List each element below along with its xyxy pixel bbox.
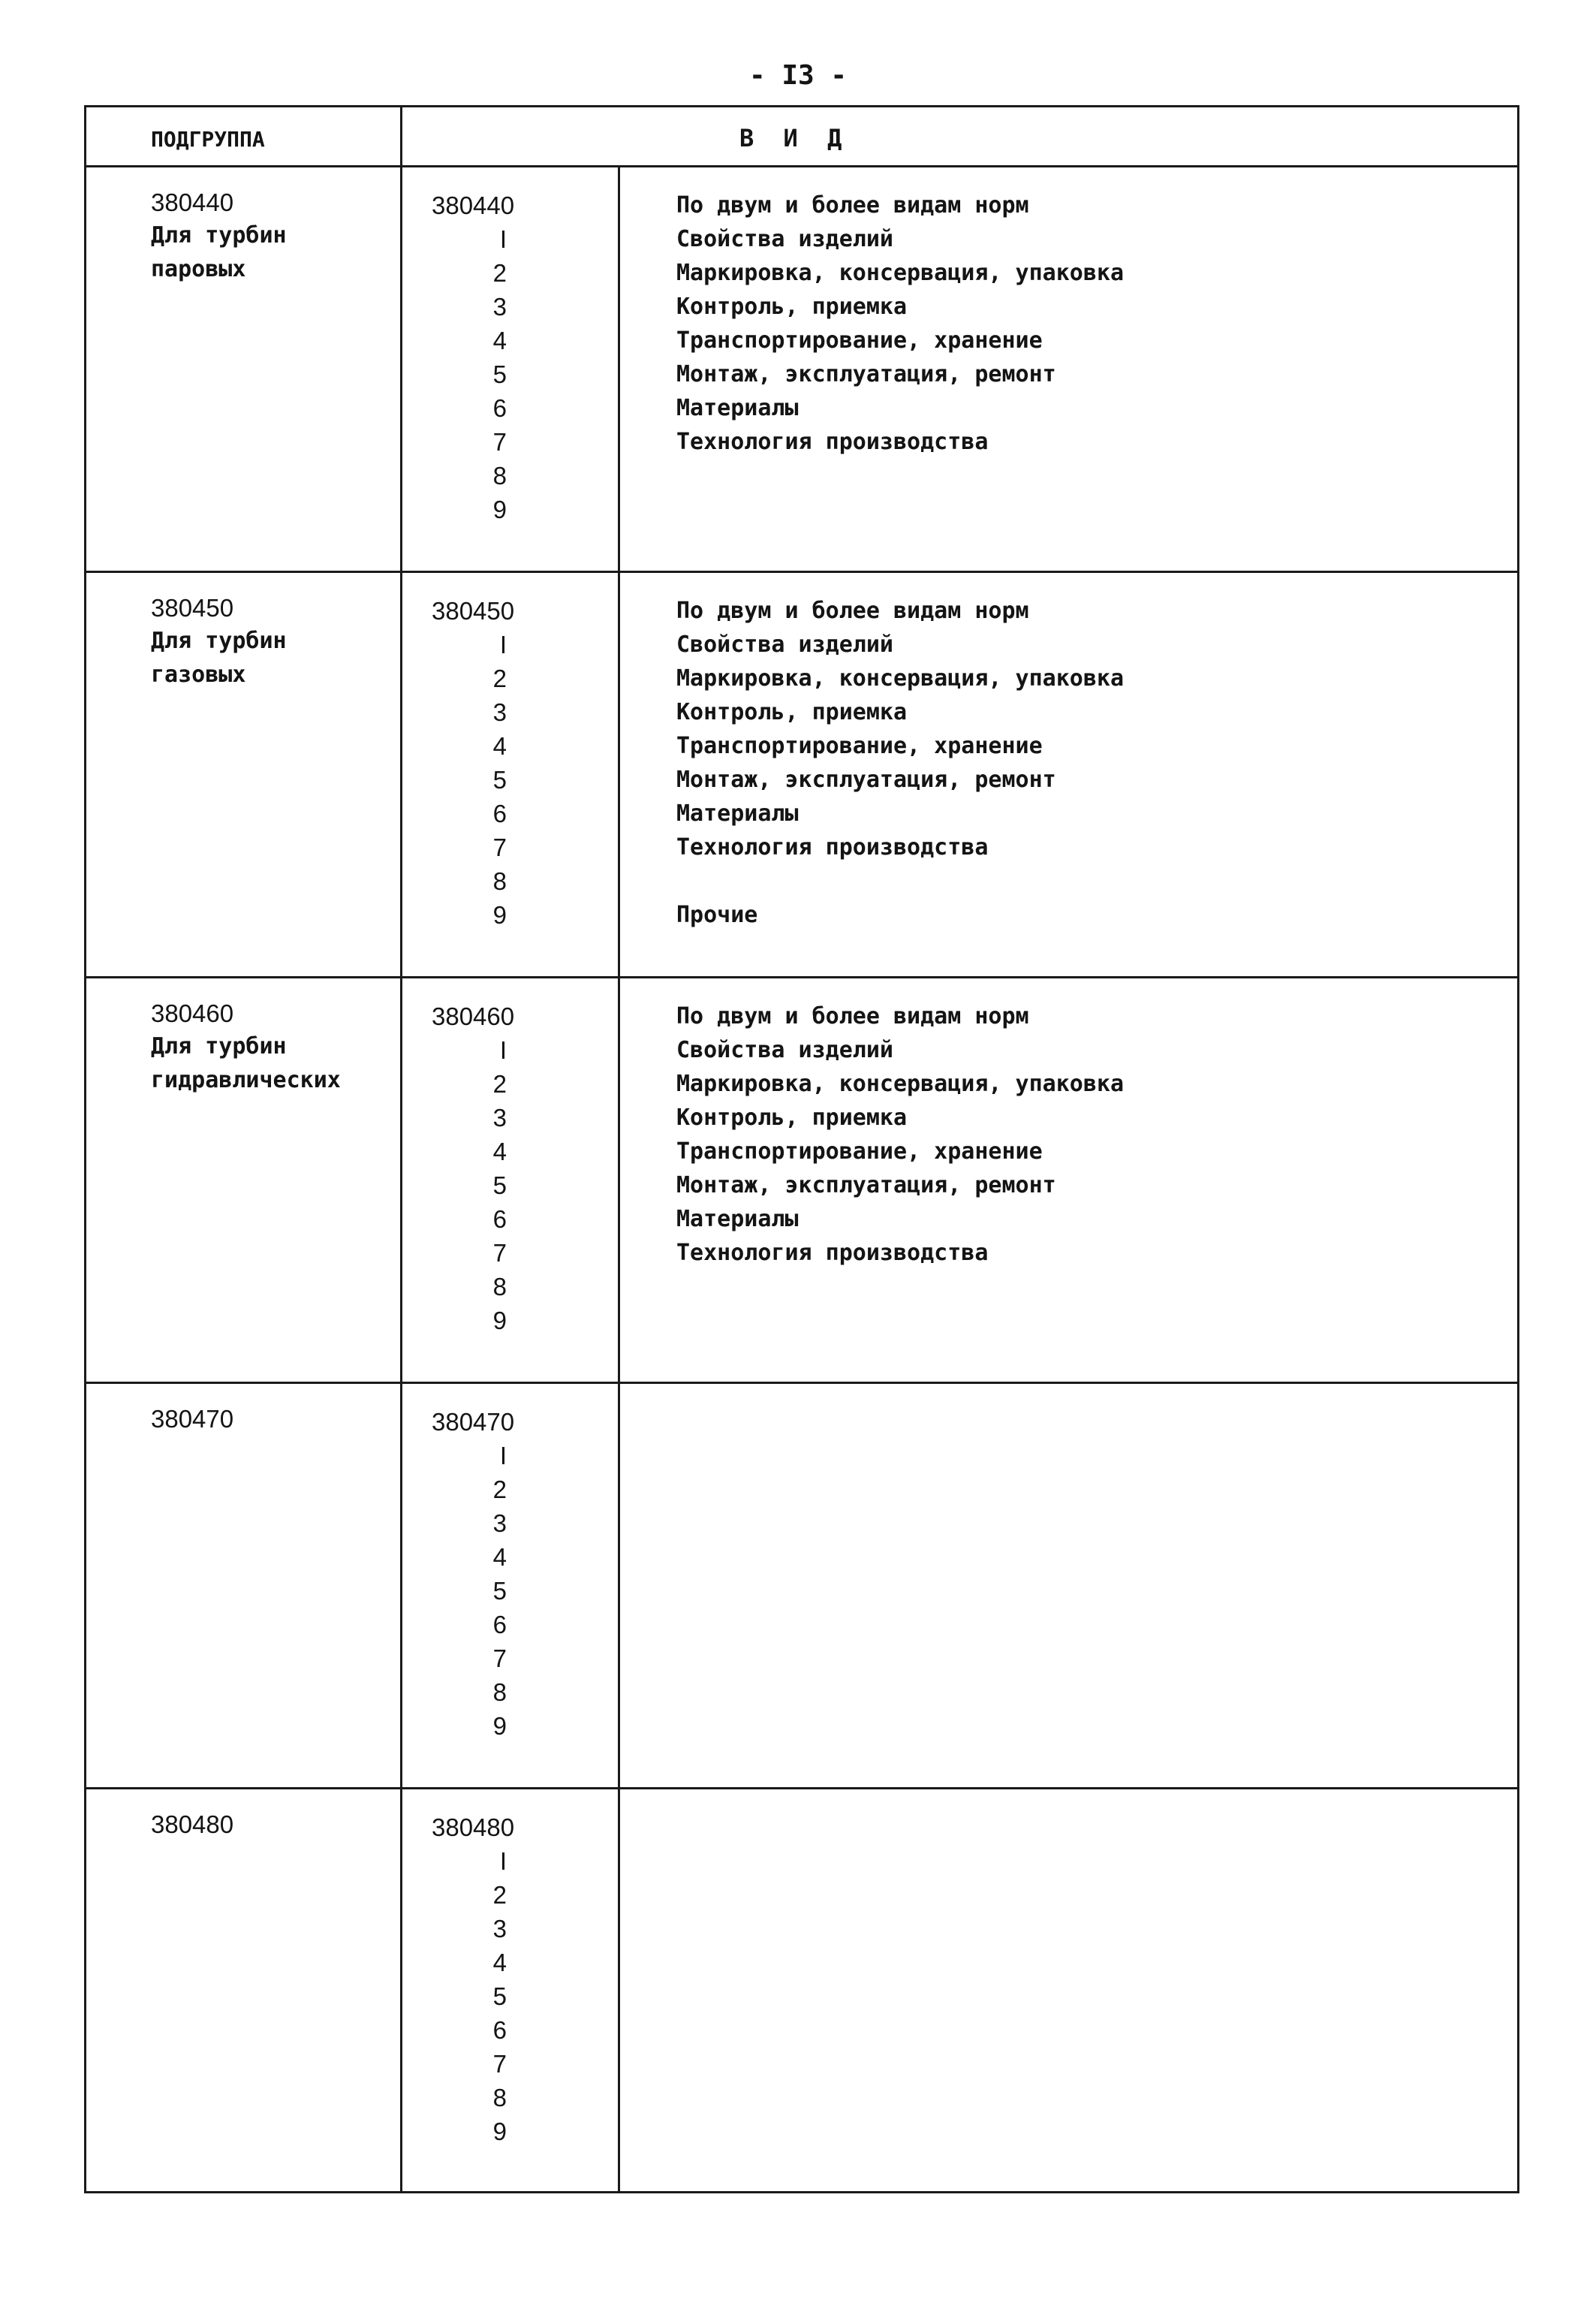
description-entry	[676, 1304, 1502, 1337]
description-entry: Материалы	[676, 800, 799, 827]
subgroup-section	[86, 167, 1517, 573]
code-list	[432, 1810, 612, 2148]
code-entry: 2	[492, 1881, 507, 1909]
code-entry: 8	[492, 462, 507, 490]
subgroup-name: Для турбин	[151, 1033, 287, 1060]
code-entry: 7	[492, 1239, 507, 1267]
description-entry: Прочие	[676, 902, 758, 928]
subgroup-name: гидравлических	[151, 1067, 341, 1093]
description-list	[676, 594, 1502, 932]
subgroup-name: Для турбин	[151, 628, 287, 654]
code-entry: 5	[492, 766, 507, 794]
description-entry	[676, 1506, 1502, 1540]
code-entry: 5	[492, 1171, 507, 1199]
description-entry: Материалы	[676, 1206, 799, 1232]
code-entry: 380460	[432, 1002, 515, 1030]
code-entry: 4	[492, 1138, 507, 1165]
code-entry: 3	[492, 293, 507, 321]
subgroup-section	[86, 978, 1517, 1384]
code-entry: 2	[492, 259, 507, 287]
code-entry: 380470	[432, 1408, 515, 1436]
code-entry: 4	[492, 1949, 507, 1976]
subgroup-section	[86, 573, 1517, 978]
description-entry: Монтаж, эксплуатация, ремонт	[676, 1172, 1056, 1198]
description-entry	[676, 864, 1502, 898]
code-entry: 3	[492, 1104, 507, 1132]
code-entry: 2	[492, 665, 507, 692]
header-subgroup: ПОДГРУППА	[151, 127, 265, 152]
description-entry	[676, 1405, 1502, 1439]
description-entry	[676, 459, 1502, 493]
code-entry: 4	[492, 1543, 507, 1571]
code-entry: I	[499, 1036, 507, 1064]
subgroup-section	[86, 1384, 1517, 1789]
description-entry	[676, 2115, 1502, 2148]
description-entry	[676, 2013, 1502, 2047]
description-entry: Контроль, приемка	[676, 294, 908, 320]
subgroup-name: паровых	[151, 256, 246, 282]
code-entry: 5	[492, 1577, 507, 1605]
description-entry	[676, 1912, 1502, 1946]
code-entry: 3	[492, 698, 507, 726]
code-entry: 3	[492, 1915, 507, 1943]
description-entry	[676, 1439, 1502, 1473]
subgroup-code: 380470	[151, 1405, 234, 1433]
code-entry: I	[499, 631, 507, 659]
description-entry: Технология производства	[676, 429, 989, 455]
subgroup-name: Для турбин	[151, 222, 287, 249]
code-entry: 7	[492, 1644, 507, 1672]
code-entry: 8	[492, 2084, 507, 2112]
description-entry	[676, 1473, 1502, 1506]
code-entry: 380440	[432, 191, 515, 219]
description-entry: Маркировка, консервация, упаковка	[676, 260, 1125, 286]
code-entry: 7	[492, 2050, 507, 2078]
description-entry: Маркировка, консервация, упаковка	[676, 665, 1125, 692]
code-list	[432, 594, 612, 932]
code-list	[432, 999, 612, 1337]
description-entry: Технология производства	[676, 834, 989, 861]
code-entry: 380450	[432, 597, 515, 625]
description-entry: Транспортирование, хранение	[676, 733, 1043, 759]
description-list	[676, 1810, 1502, 2148]
description-entry	[676, 1608, 1502, 1641]
description-entry: По двум и более видам норм	[676, 598, 1029, 624]
description-entry	[676, 1946, 1502, 1979]
code-entry: 6	[492, 394, 507, 422]
classification-table	[84, 105, 1519, 2193]
description-list	[676, 999, 1502, 1337]
code-entry: 380480	[432, 1813, 515, 1841]
header-vid: В И Д	[739, 124, 850, 152]
description-entry: Контроль, приемка	[676, 1105, 908, 1131]
description-list	[676, 1405, 1502, 1743]
description-entry	[676, 1878, 1502, 1912]
code-list	[432, 1405, 612, 1743]
description-entry	[676, 1979, 1502, 2013]
description-entry	[676, 1574, 1502, 1608]
code-entry: 6	[492, 1611, 507, 1638]
code-entry: I	[499, 225, 507, 253]
description-entry	[676, 1709, 1502, 1743]
description-entry: Маркировка, консервация, упаковка	[676, 1071, 1125, 1097]
code-entry: 5	[492, 1982, 507, 2010]
code-entry: 6	[492, 1205, 507, 1233]
code-entry: 9	[492, 901, 507, 929]
code-list	[432, 188, 612, 526]
inner-column-divider	[618, 573, 620, 976]
description-entry: Монтаж, эксплуатация, ремонт	[676, 767, 1056, 793]
table-header	[86, 107, 1517, 167]
code-entry: 6	[492, 800, 507, 827]
subgroup-code: 380440	[151, 188, 234, 216]
description-entry: По двум и более видам норм	[676, 192, 1029, 219]
description-entry: Монтаж, эксплуатация, ремонт	[676, 361, 1056, 387]
code-entry: 9	[492, 1712, 507, 1740]
code-entry: 8	[492, 867, 507, 895]
description-entry: Транспортирование, хранение	[676, 327, 1043, 354]
inner-column-divider	[618, 167, 620, 571]
code-entry: 7	[492, 428, 507, 456]
subgroup-code: 380480	[151, 1810, 234, 1838]
subgroup-name: газовых	[151, 662, 246, 688]
inner-column-divider	[618, 1384, 620, 1787]
code-entry: 9	[492, 496, 507, 523]
description-entry: По двум и более видам норм	[676, 1003, 1029, 1029]
description-entry: Свойства изделий	[676, 1037, 893, 1063]
inner-column-divider	[618, 978, 620, 1382]
description-entry	[676, 1641, 1502, 1675]
description-entry: Свойства изделий	[676, 632, 893, 658]
description-entry	[676, 1675, 1502, 1709]
description-list	[676, 188, 1502, 526]
code-entry: 3	[492, 1509, 507, 1537]
description-entry	[676, 493, 1502, 526]
code-entry: I	[499, 1442, 507, 1470]
code-entry: 4	[492, 732, 507, 760]
code-entry: 2	[492, 1476, 507, 1503]
description-entry: Свойства изделий	[676, 226, 893, 252]
code-entry: 9	[492, 1307, 507, 1334]
code-entry: 4	[492, 327, 507, 354]
description-entry	[676, 2081, 1502, 2115]
subgroup-section	[86, 1789, 1517, 2191]
code-entry: 5	[492, 360, 507, 388]
code-entry: 6	[492, 2016, 507, 2044]
description-entry	[676, 1844, 1502, 1878]
subgroup-code: 380460	[151, 999, 234, 1027]
description-entry	[676, 1810, 1502, 1844]
code-entry: I	[499, 1847, 507, 1875]
description-entry	[676, 1540, 1502, 1574]
code-entry: 8	[492, 1273, 507, 1301]
subgroup-code: 380450	[151, 594, 234, 622]
code-entry: 2	[492, 1070, 507, 1098]
description-entry: Технология производства	[676, 1240, 989, 1266]
description-entry	[676, 2047, 1502, 2081]
description-entry	[676, 1270, 1502, 1304]
description-entry: Транспортирование, хранение	[676, 1138, 1043, 1165]
code-entry: 8	[492, 1678, 507, 1706]
page-number: - I3 -	[748, 60, 848, 91]
description-entry: Материалы	[676, 395, 799, 421]
inner-column-divider	[618, 1789, 620, 2191]
description-entry: Контроль, приемка	[676, 699, 908, 725]
code-entry: 9	[492, 2118, 507, 2145]
code-entry: 7	[492, 833, 507, 861]
